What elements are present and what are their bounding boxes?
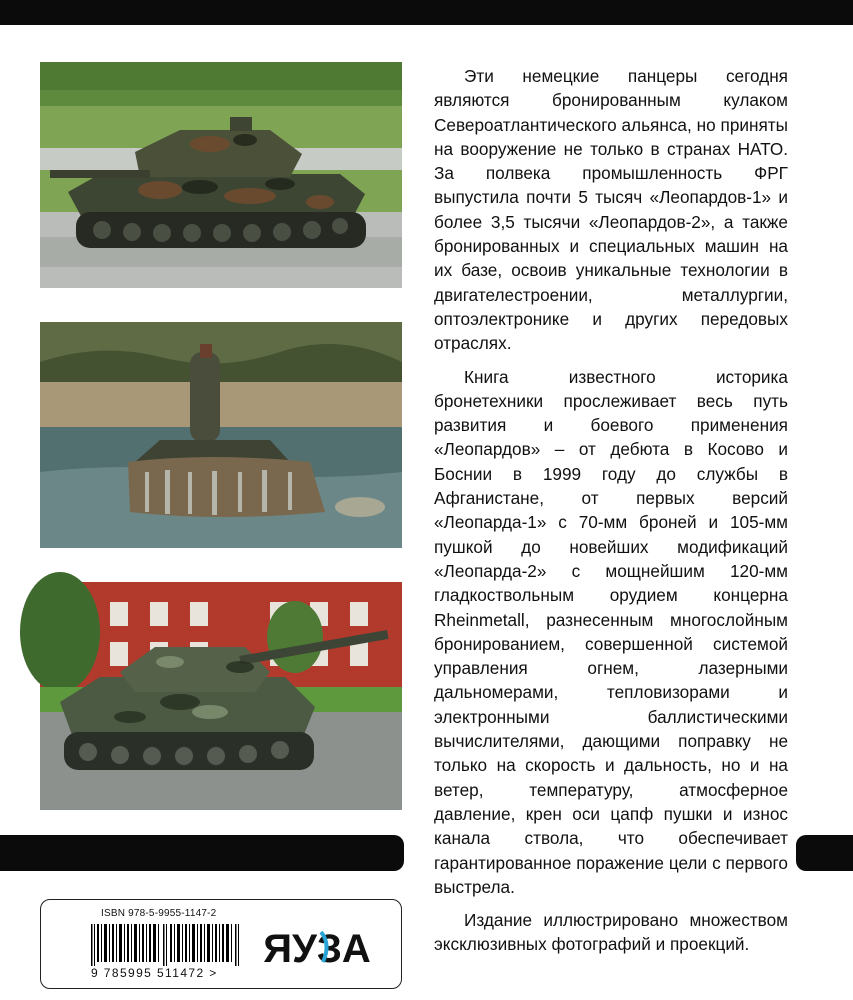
black-band-left bbox=[0, 835, 404, 871]
tank-photo-camouflage bbox=[40, 62, 402, 288]
top-black-bar bbox=[0, 0, 853, 25]
yauza-publisher-logo bbox=[263, 922, 371, 971]
barcode bbox=[91, 924, 241, 966]
svg-text:ЯУЗА: ЯУЗА bbox=[263, 927, 371, 971]
barcode-digits: 9 785995 511472 > bbox=[91, 966, 218, 980]
isbn-barcode-box bbox=[40, 899, 402, 989]
tank-photo-barracks bbox=[40, 582, 402, 810]
black-band-right bbox=[796, 835, 853, 871]
tank-photo-fording bbox=[40, 322, 402, 548]
annotation-text bbox=[434, 64, 788, 966]
paragraph-3: Издание иллюстрировано множеством эксклюзивных фотографий и проекций. bbox=[434, 910, 788, 955]
isbn-label: ISBN 978-5-9955-1147-2 bbox=[101, 908, 217, 919]
paragraph-1: Эти немецкие панцеры сегодня являются бронированным кулаком Североатлантического альянса, но приняты на вооружение не только в странах НАТО. За полвека промышленность ФРГ выпустила почти 5 тысяч «Леопардов-1» и более 3,5 тысячи «Леопардов-2», а также бронированных и специальных машин на их базе, освоив уникальные технологии в двигателестроении, металлургии, оптоэлектронике и других передовых отраслях. bbox=[434, 66, 788, 354]
paragraph-2: Книга известного историка бронетехники прослеживает весь путь развития и боевого применения «Леопардов» – от дебюта в Косово и Боснии в 1999 году до службы в Афганистане, от первых версий «Леопарда-1» с 70-мм броней и 105-мм пушкой до новейших модификаций «Леопарда-2» с мощнейшим 120-мм гладкоствольным орудием концерна Rheinmetall, разнесенным многослойным бронированием, совершенной системой управления огнем, лазерными дальномерами, тепловизорами и электронными баллистическими вычислителями, дающими поправку не только на скорость и дальность, но и на ветер, температуру, атмосферное давление, крен оси цапф пушки и износ канала ствола, что обеспечивает гарантированное поражение цели с первого выстрела. bbox=[434, 366, 788, 897]
